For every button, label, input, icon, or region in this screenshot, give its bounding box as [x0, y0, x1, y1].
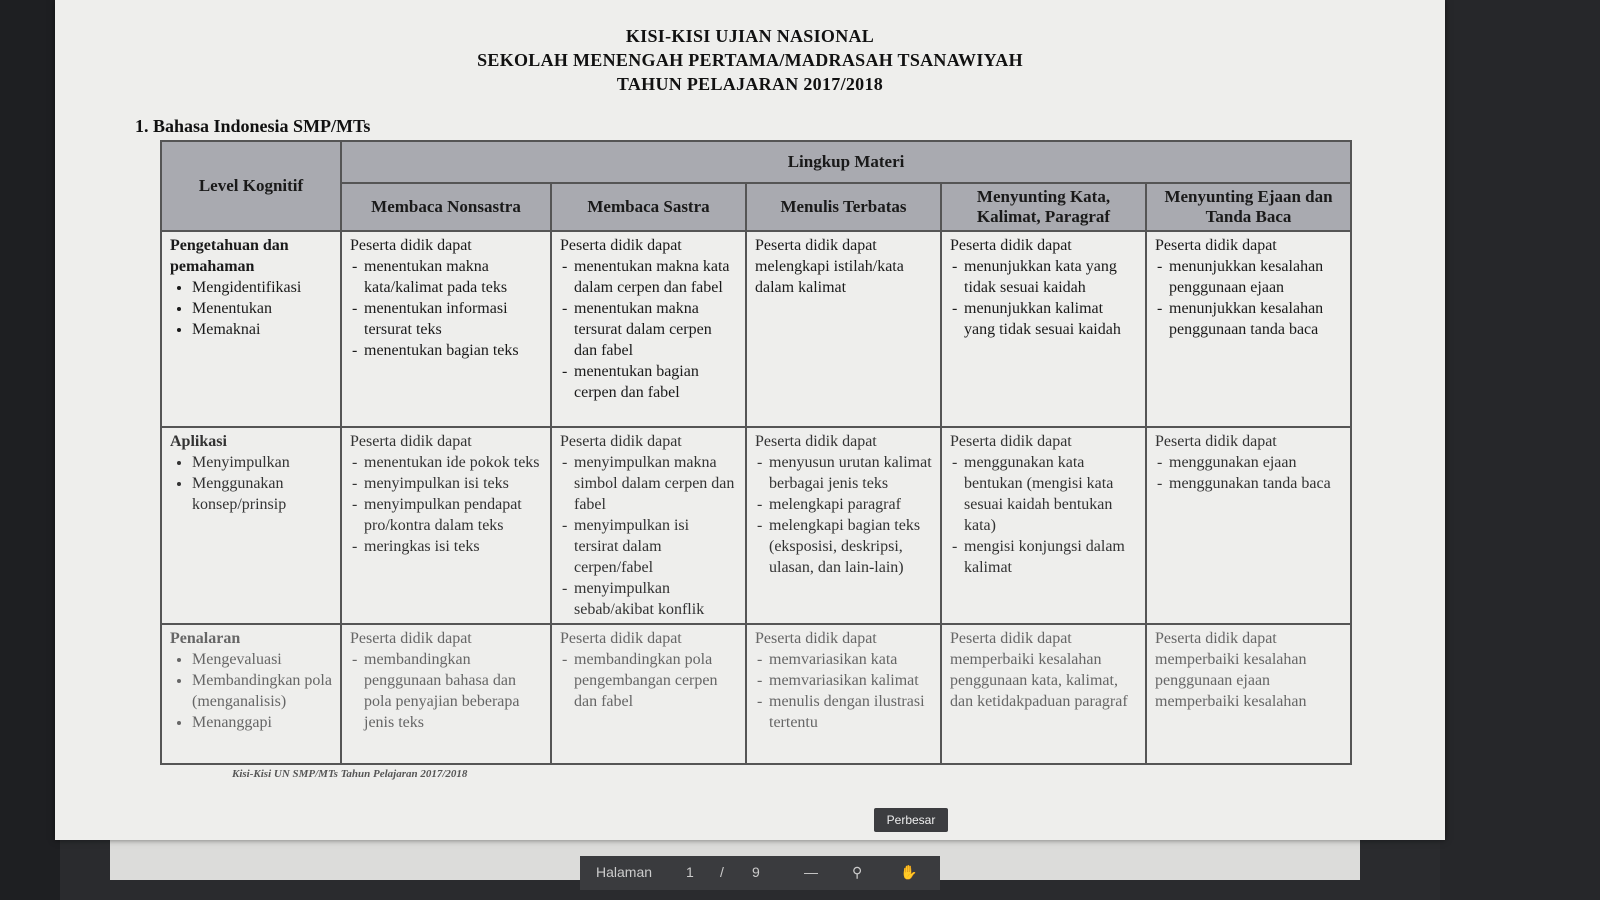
screen-bezel-left: [0, 0, 60, 900]
cell-item: - melengkapi paragraf: [767, 494, 932, 515]
materi-cell: [941, 624, 1146, 764]
section-heading: 1. Bahasa Indonesia SMP/MTs: [135, 116, 371, 136]
cell-intro: Peserta didik dapat: [755, 433, 877, 450]
lingkup-materi-header: Lingkup Materi: [341, 141, 1351, 183]
current-page-input[interactable]: 1: [686, 864, 694, 880]
cell-item: - menyimpulkan sebab/akibat konflik: [572, 578, 737, 620]
cell-item: - menentukan bagian teks: [362, 340, 542, 361]
page-separator: /: [720, 864, 724, 880]
level-bullet-item: • Menyimpulkan: [192, 452, 332, 473]
document-title-line-2: SEKOLAH MENENGAH PERTAMA/MADRASAH TSANAWIYAH: [477, 50, 1023, 70]
cell-item: - menyimpulkan isi teks: [362, 473, 542, 494]
cell-item: - menentukan bagian cerpen dan fabel: [572, 361, 737, 403]
materi-cell: [746, 427, 941, 624]
cell-item-list: [560, 256, 737, 403]
search-icon[interactable]: ⚲: [852, 864, 863, 880]
cell-item: - menyusun urutan kalimat berbagai jenis teks: [767, 452, 932, 494]
materi-cell: [341, 624, 551, 764]
level-bullets: [170, 649, 332, 733]
cell-item: - menunjukkan kesalahan penggunaan tanda baca: [1167, 298, 1342, 340]
materi-cell: [551, 427, 746, 624]
screen-bezel-right: [1440, 0, 1600, 900]
viewer-toolbar: [580, 856, 940, 890]
cell-item: - menentukan ide pokok teks: [362, 452, 542, 473]
cell-item-list: [1155, 256, 1342, 340]
column-header: Menyunting Ejaan dan Tanda Baca: [1146, 183, 1351, 231]
cell-intro: Peserta didik dapat: [950, 433, 1072, 450]
materi-cell: [746, 624, 941, 764]
cell-intro: Peserta didik dapat: [560, 433, 682, 450]
cell-item-list: [1155, 452, 1342, 494]
table-row: [161, 624, 1351, 764]
materi-cell: [551, 231, 746, 427]
cell-item: - meringkas isi teks: [362, 536, 542, 557]
materi-cell: [941, 231, 1146, 427]
document-title-block: [0, 24, 1500, 96]
cell-intro: Peserta didik dapat: [755, 630, 877, 647]
level-bullet-item: • Menanggapi: [192, 712, 332, 733]
cell-item: - mengisi konjungsi dalam kalimat: [962, 536, 1137, 578]
cell-item: - menyimpulkan isi tersirat dalam cerpen/fabel: [572, 515, 737, 578]
cell-item: - menggunakan kata bentukan (mengisi kata sesuai kaidah bentukan kata): [962, 452, 1137, 536]
column-header: Menyunting Kata, Kalimat, Paragraf: [941, 183, 1146, 231]
cell-intro: Peserta didik dapat: [950, 237, 1072, 254]
cell-intro: Peserta didik dapat: [350, 237, 472, 254]
cell-item: - menentukan makna kata dalam cerpen dan fabel: [572, 256, 737, 298]
cell-intro: Peserta didik dapat: [560, 630, 682, 647]
cell-item-list: [950, 452, 1137, 578]
cell-item-list: [350, 452, 542, 557]
cell-item-list: [755, 649, 932, 733]
cell-item-list: [560, 452, 737, 620]
level-bullet-item: • Menentukan: [192, 298, 332, 319]
total-pages: 9: [752, 864, 760, 880]
table-row: [161, 427, 1351, 624]
cell-item: - melengkapi bagian teks (eksposisi, deskripsi, ulasan, dan lain-lain): [767, 515, 932, 578]
level-bullet-item: • Mengidentifikasi: [192, 277, 332, 298]
materi-cell: [1146, 427, 1351, 624]
column-header: Membaca Sastra: [551, 183, 746, 231]
cell-item: - menyimpulkan pendapat pro/kontra dalam teks: [362, 494, 542, 536]
level-name: Pengetahuan dan pemahaman: [170, 237, 289, 275]
cell-intro: Peserta didik dapat melengkapi istilah/kata dalam kalimat: [755, 237, 904, 296]
level-bullets: [170, 452, 332, 515]
level-bullets: [170, 277, 332, 340]
cell-item: - membandingkan pola pengembangan cerpen dan fabel: [572, 649, 737, 712]
cell-intro: Peserta didik dapat: [1155, 433, 1277, 450]
document-title-line-1: KISI-KISI UJIAN NASIONAL: [625, 26, 875, 46]
materi-cell: [1146, 231, 1351, 427]
level-cell: [161, 231, 341, 427]
cell-intro: Peserta didik dapat: [1155, 237, 1277, 254]
cell-intro: Peserta didik dapat memperbaiki kesalahan penggunaan kata, kalimat, dan ketidakpaduan paragraf: [950, 630, 1128, 710]
cell-item-list: [560, 649, 737, 712]
column-header: Membaca Nonsastra: [341, 183, 551, 231]
materi-cell: [341, 427, 551, 624]
zoom-in-button[interactable]: Perbesar: [874, 808, 948, 832]
cell-item: - menulis dengan ilustrasi tertentu: [767, 691, 932, 733]
level-bullet-item: • Mengevaluasi: [192, 649, 332, 670]
cell-item: - menunjukkan kata yang tidak sesuai kaidah: [962, 256, 1137, 298]
level-cell: [161, 427, 341, 624]
cell-item: - menggunakan ejaan: [1167, 452, 1342, 473]
materi-cell: [941, 427, 1146, 624]
cell-item: - membandingkan penggunaan bahasa dan pola penyajian beberapa jenis teks: [362, 649, 542, 733]
cell-item-list: [350, 256, 542, 361]
column-header: Menulis Terbatas: [746, 183, 941, 231]
level-bullet-item: • Membandingkan pola (menganalisis): [192, 670, 332, 712]
document-footer: Kisi-Kisi UN SMP/MTs Tahun Pelajaran 2017/2018: [232, 768, 468, 780]
document-title-line-3: TAHUN PELAJARAN 2017/2018: [616, 74, 884, 94]
cell-intro: Peserta didik dapat: [350, 630, 472, 647]
zoom-out-icon[interactable]: —: [804, 864, 818, 880]
kisi-kisi-table: [160, 140, 1352, 765]
cell-item: - menggunakan tanda baca: [1167, 473, 1342, 494]
cell-item: - memvariasikan kata: [767, 649, 932, 670]
cell-intro: Peserta didik dapat memperbaiki kesalahan penggunaan ejaan memperbaiki kesalahan: [1155, 630, 1307, 710]
level-cell: [161, 624, 341, 764]
cell-item: - menunjukkan kalimat yang tidak sesuai kaidah: [962, 298, 1137, 340]
cell-item: - menunjukkan kesalahan penggunaan ejaan: [1167, 256, 1342, 298]
cell-item: - memvariasikan kalimat: [767, 670, 932, 691]
materi-cell: [341, 231, 551, 427]
cell-item: - menyimpulkan makna simbol dalam cerpen dan fabel: [572, 452, 737, 515]
table-row: [161, 231, 1351, 427]
level-bullet-item: • Memaknai: [192, 319, 332, 340]
cell-item: - menentukan makna kata/kalimat pada teks: [362, 256, 542, 298]
cell-item-list: [350, 649, 542, 733]
cell-intro: Peserta didik dapat: [560, 237, 682, 254]
level-name: Penalaran: [170, 630, 241, 647]
page-label: Halaman: [596, 864, 653, 880]
cell-item-list: [755, 452, 932, 578]
materi-cell: [551, 624, 746, 764]
materi-cell: [746, 231, 941, 427]
level-kognitif-header: Level Kognitif: [161, 141, 341, 231]
cell-intro: Peserta didik dapat: [350, 433, 472, 450]
cell-item: - menentukan makna tersurat dalam cerpen dan fabel: [572, 298, 737, 361]
pan-hand-icon[interactable]: ✋: [900, 864, 918, 880]
cell-item-list: [950, 256, 1137, 340]
level-name: Aplikasi: [170, 433, 227, 450]
materi-cell: [1146, 624, 1351, 764]
level-bullet-item: • Menggunakan konsep/prinsip: [192, 473, 332, 515]
cell-item: - menentukan informasi tersurat teks: [362, 298, 542, 340]
